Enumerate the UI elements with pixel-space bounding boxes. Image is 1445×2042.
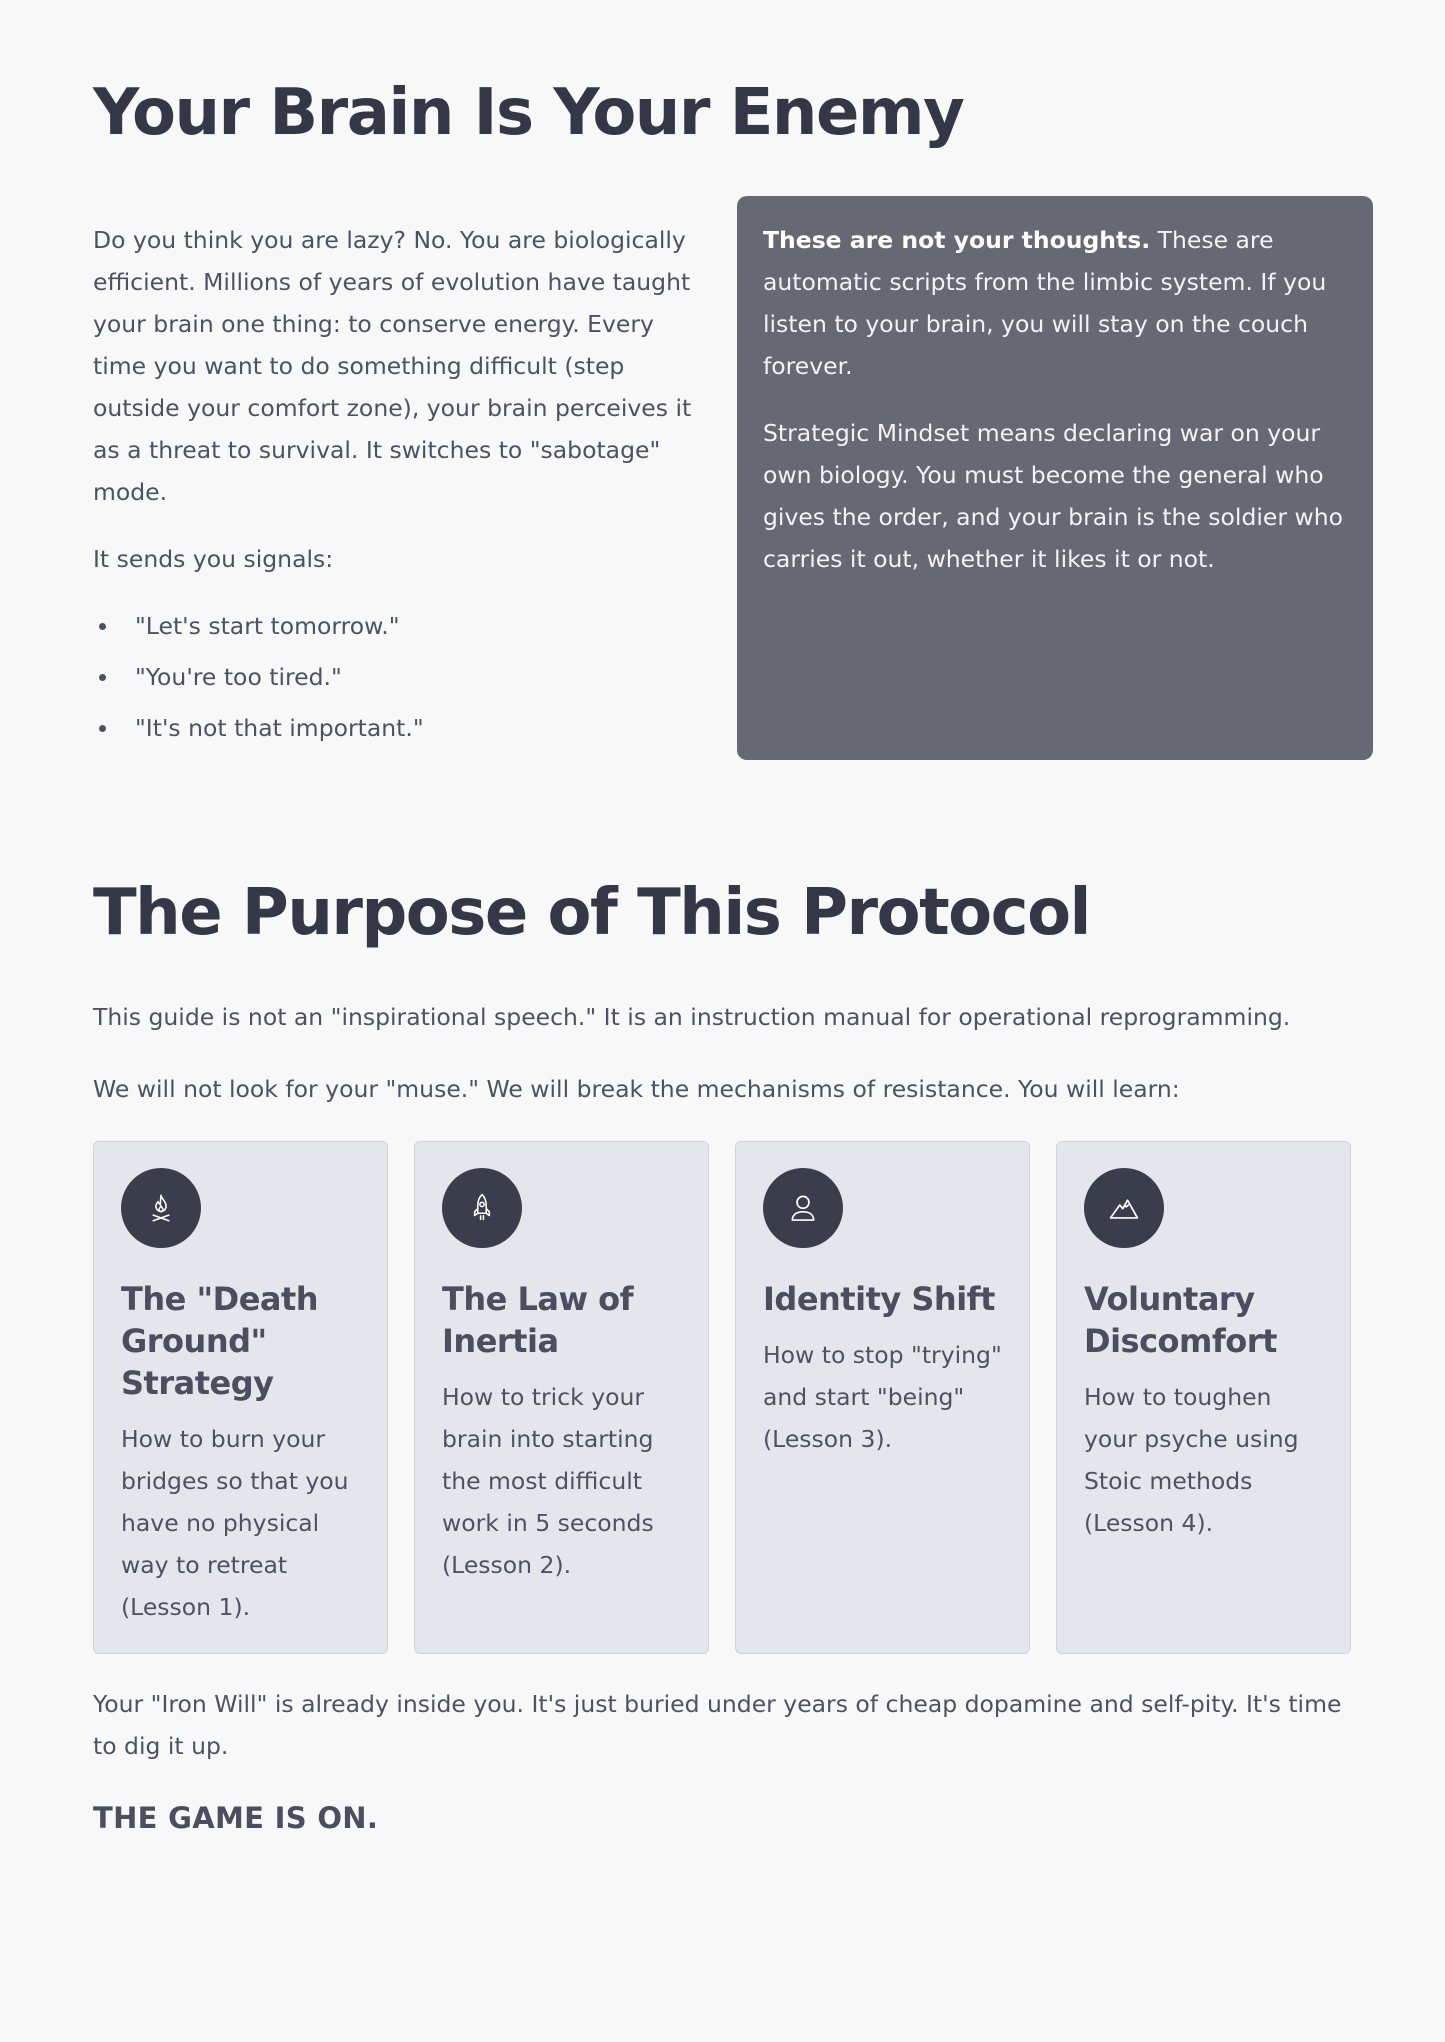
mountain-icon [1084,1168,1164,1248]
lesson-card [1056,1141,1351,1654]
lesson-cards [93,1141,1353,1654]
callout-paragraph-1 [763,219,1347,387]
lesson-card [414,1141,709,1654]
card-description: How to toughen your psyche using Stoic methods (Lesson 4). [1084,1383,1299,1537]
rocket-icon [442,1168,522,1248]
section-title-purpose: The Purpose of This Protocol [93,876,1090,950]
card-description: How to burn your bridges so that you have no physical way to retreat (Lesson 1). [121,1425,349,1621]
callout-box [737,196,1373,760]
callout-paragraph-2: Strategic Mindset means declaring war on your own biology. You must become the general who gives the order, and your brain is the soldier who carries it out, whether it likes it or not. [763,419,1343,573]
callout-emphasis: These are not your thoughts. [763,226,1151,254]
purpose-paragraph-1: This guide is not an "inspirational speech." It is an instruction manual for operational reprogramming. [93,1003,1291,1031]
card-description: How to trick your brain into starting the most difficult work in 5 seconds (Lesson 2). [442,1383,654,1579]
card-title: The "Death Ground" Strategy [121,1280,319,1402]
intro-text-block [93,219,693,758]
card-title: The Law of Inertia [442,1280,634,1360]
signals-intro: It sends you signals: [93,545,334,573]
card-title: Identity Shift [763,1280,995,1318]
purpose-paragraph-2: We will not look for your "muse." We will break the mechanisms of resistance. You will learn: [93,1075,1180,1103]
callout-text: These are automatic scripts from the limbic system. If you listen to your brain, you will stay on the couch forever. [763,226,1327,380]
lesson-card [93,1141,388,1654]
intro-paragraph: Do you think you are lazy? No. You are biologically efficient. Millions of years of evolution have taught your brain one thing: to conserve energy. Every time you want to do something difficult (step outside your comfort zone), your brain perceives it as a threat to survival. It switches to "sabotage" mode. [93,226,692,506]
iron-will-paragraph: Your "Iron Will" is already inside you. It's just buried under years of cheap dopamine and self-pity. It's time to dig it up. [93,1690,1342,1760]
list-item: "You're too tired." [93,656,693,698]
list-item: "It's not that important." [93,707,693,749]
section-title-brain-enemy: Your Brain Is Your Enemy [93,76,964,150]
closing-statement: THE GAME IS ON. [93,1801,379,1835]
card-description: How to stop "trying" and start "being" (Lesson 3). [763,1341,1002,1453]
flame-icon [121,1168,201,1248]
signals-list [93,605,693,749]
user-icon [763,1168,843,1248]
list-item: "Let's start tomorrow." [93,605,693,647]
card-title: Voluntary Discomfort [1084,1280,1277,1360]
lesson-card [735,1141,1030,1654]
